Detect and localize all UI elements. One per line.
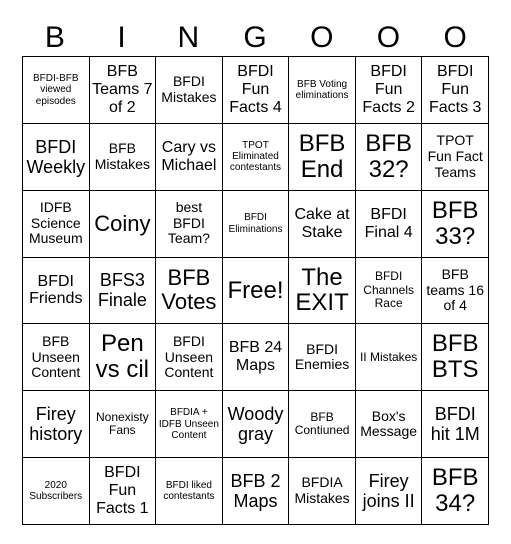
bingo-cell[interactable] [223, 458, 290, 525]
bingo-cell[interactable] [356, 458, 423, 525]
bingo-cell[interactable] [223, 191, 290, 258]
bingo-cell[interactable] [356, 57, 423, 124]
bingo-cell[interactable] [289, 124, 356, 191]
bingo-cell-text: BFDI-BFB viewed episodes [33, 73, 79, 107]
bingo-cell-text: BFDI Eliminations [228, 212, 283, 235]
bingo-cell-text: 2020 Subscribers [29, 479, 83, 503]
bingo-cell-text: TPOT Eliminated contestants [229, 139, 282, 174]
bingo-cell-text: BFB Mistakes [94, 140, 150, 172]
bingo-cell[interactable] [422, 124, 489, 191]
bingo-cell-text: BFB Teams 7 of 2 [92, 63, 153, 116]
header-letter: O [443, 21, 468, 54]
bingo-cell[interactable] [90, 458, 157, 525]
bingo-cell-text: BFB Voting eliminations [295, 78, 349, 101]
bingo-cell-text: BFDI Fun Facts 1 [96, 464, 149, 518]
bingo-cell[interactable] [356, 324, 423, 391]
header-letter: O [310, 21, 335, 54]
bingo-cell[interactable] [289, 458, 356, 525]
header-letter: G [243, 21, 268, 54]
bingo-cell[interactable] [356, 258, 423, 325]
bingo-cell[interactable] [422, 324, 489, 391]
bingo-cell-text: BFDI Friends [29, 272, 83, 308]
bingo-cell[interactable] [422, 57, 489, 124]
bingo-cell-text: Box's Message [360, 407, 418, 440]
bingo-cell[interactable] [23, 191, 90, 258]
bingo-cell-text: Woody gray [227, 404, 284, 445]
header-letter: B [44, 21, 66, 54]
bingo-cell[interactable] [289, 391, 356, 458]
bingo-cell-text: Free! [227, 276, 284, 304]
header-letter: I [117, 21, 127, 54]
bingo-cell-text: BFB 2 Maps [230, 470, 281, 512]
bingo-cell-text: The EXIT [295, 263, 349, 317]
header-letter: N [177, 21, 201, 54]
bingo-cell-text: Pen vs cil [95, 330, 150, 384]
bingo-cell-text: BFB Contiuned [294, 409, 350, 438]
bingo-cell-text: BFS3 Finale [97, 270, 147, 311]
bingo-cell-text: BFB Unseen Content [31, 332, 81, 381]
bingo-cell[interactable] [223, 324, 290, 391]
bingo-cell-text: BFDI Weekly [26, 136, 86, 177]
bingo-cell-text: BFDIA Mistakes [294, 474, 350, 507]
header-letter: O [376, 21, 402, 54]
bingo-grid [22, 56, 489, 525]
bingo-cell-text: BFDI Final 4 [364, 205, 413, 241]
bingo-cell[interactable] [422, 191, 489, 258]
bingo-cell[interactable] [156, 458, 223, 525]
bingo-cell[interactable] [356, 391, 423, 458]
bingo-cell[interactable] [156, 57, 223, 124]
bingo-cell-text: BFDI Enemies [294, 340, 350, 373]
bingo-cell-text: Cake at Stake [294, 205, 350, 241]
bingo-cell[interactable] [90, 191, 157, 258]
bingo-cell[interactable] [356, 124, 423, 191]
bingo-header [22, 18, 489, 58]
bingo-cell-text: best BFDI Team? [167, 199, 210, 247]
bingo-cell-text: BFB 33? [431, 196, 479, 250]
bingo-cell[interactable] [223, 124, 290, 191]
bingo-cell-text: Firey history [29, 404, 83, 445]
bingo-cell[interactable] [289, 57, 356, 124]
bingo-cell[interactable] [422, 258, 489, 325]
bingo-cell-text: BFDI Channels Race [363, 269, 414, 311]
bingo-cell-text: BFDIA + IDFB Unseen Content [158, 407, 219, 441]
bingo-cell-text: BFDI hit 1M [430, 404, 480, 445]
bingo-cell-text: Cary vs Michael [161, 138, 217, 174]
bingo-cell[interactable] [23, 57, 90, 124]
bingo-cell-text: Nonexisty Fans [96, 409, 149, 438]
bingo-cell[interactable] [289, 191, 356, 258]
bingo-cell[interactable] [90, 324, 157, 391]
bingo-cell-text: BFB 32? [365, 129, 412, 183]
bingo-cell[interactable] [23, 124, 90, 191]
bingo-cell[interactable] [223, 391, 290, 458]
bingo-cell[interactable] [223, 57, 290, 124]
bingo-cell[interactable] [156, 258, 223, 325]
bingo-cell[interactable] [156, 191, 223, 258]
bingo-cell-text: BFDI Mistakes [161, 73, 217, 105]
bingo-cell-text: BFDI Unseen Content [164, 332, 214, 381]
bingo-cell-text: II Mistakes [359, 349, 418, 364]
bingo-cell[interactable] [90, 391, 157, 458]
bingo-cell[interactable] [90, 258, 157, 325]
bingo-cell[interactable] [23, 258, 90, 325]
bingo-cell[interactable] [356, 191, 423, 258]
bingo-cell-text: Coiny [94, 210, 151, 236]
bingo-cell-text: IDFB Science Museum [28, 199, 83, 247]
bingo-cell[interactable] [90, 57, 157, 124]
bingo-cell-text: BFB 24 Maps [228, 339, 283, 375]
bingo-cell-text: Firey joins II [362, 470, 415, 512]
bingo-cell[interactable] [156, 324, 223, 391]
bingo-cell[interactable] [23, 458, 90, 525]
bingo-cell-text: BFB Votes [161, 265, 217, 315]
bingo-cell-text: BFB 34? [431, 464, 479, 518]
bingo-cell-text: BFDI Fun Facts 3 [428, 63, 482, 116]
bingo-cell[interactable] [223, 258, 290, 325]
bingo-cell[interactable] [289, 324, 356, 391]
bingo-cell-text: BFB teams 16 of 4 [426, 265, 484, 314]
bingo-cell[interactable] [156, 391, 223, 458]
bingo-cell[interactable] [289, 258, 356, 325]
bingo-cell-text: BFB End [298, 129, 346, 183]
bingo-cell[interactable] [422, 458, 489, 525]
bingo-cell-text: BFB BTS [431, 330, 479, 384]
bingo-cell[interactable] [422, 391, 489, 458]
bingo-cell-text: BFDI Fun Facts 4 [229, 63, 282, 116]
bingo-cell[interactable] [90, 124, 157, 191]
bingo-cell-text: BFDI liked contestants [163, 479, 215, 503]
bingo-cell-text: BFDI Fun Facts 2 [362, 63, 415, 116]
bingo-cell[interactable] [23, 324, 90, 391]
bingo-cell[interactable] [156, 124, 223, 191]
bingo-cell[interactable] [23, 391, 90, 458]
bingo-cell-text: TPOT Fun Fact Teams [427, 132, 483, 180]
